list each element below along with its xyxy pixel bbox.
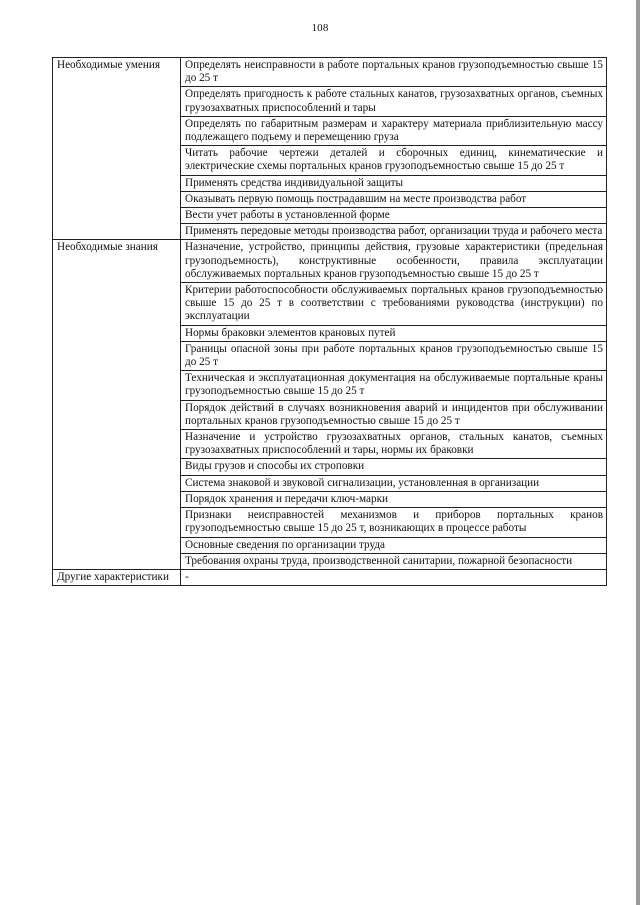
section-label-other: Другие характеристики [53,569,181,585]
list-item: Определять по габаритным размерам и характеру материала приблизительную массу подлежащего подъему и перемещению груза [181,116,607,145]
characteristics-table [52,57,607,586]
list-item: Критерии работоспособности обслуживаемых портальных кранов грузоподъемностью свыше 15 до 25 т в соответствии с требованиями руководства (инструкции) по эксплуатации [181,283,607,326]
list-item: Система знаковой и звуковой сигнализации, установленная в организации [181,475,607,491]
list-item: Основные сведения по организации труда [181,537,607,553]
list-item: Определять пригодность к работе стальных канатов, грузозахватных органов, съемных грузозахватных приспособлений и тары [181,87,607,116]
list-item: Признаки неисправностей механизмов и приборов портальных кранов грузоподъемностью свыше 15 до 25 т, возникающих в процессе работы [181,508,607,537]
list-item: Оказывать первую помощь пострадавшим на месте производства работ [181,191,607,207]
list-item: Назначение и устройство грузозахватных органов, стальных канатов, съемных грузозахватных приспособлений и тары, нормы их браковки [181,430,607,459]
list-item: - [181,569,607,585]
list-item: Границы опасной зоны при работе портальных кранов грузоподъемностью свыше 15 до 25 т [181,341,607,370]
list-item: Нормы браковки элементов крановых путей [181,325,607,341]
list-item: Назначение, устройство, принципы действия, грузовые характеристики (предельная грузоподъемность), конструктивные особенности, правила эксплуатации обслуживаемых портальных кранов грузоподъемностью свыше 15 до 25 т [181,240,607,283]
list-item: Порядок действий в случаях возникновения аварий и инцидентов при обслуживании портальных кранов грузоподъемностью свыше 15 до 25 т [181,400,607,429]
list-item: Применять передовые методы производства работ, организации труда и рабочего места [181,224,607,240]
list-item: Читать рабочие чертежи деталей и сборочных единиц, кинематические и электрические схемы портальных кранов грузоподъемностью свыше 15 до 25 т [181,146,607,175]
table-row [53,240,607,283]
list-item: Применять средства индивидуальной защиты [181,175,607,191]
list-item: Порядок хранения и передачи ключ-марки [181,491,607,507]
list-item: Техническая и эксплуатационная документация на обслуживаемые портальные краны грузоподъемностью свыше 15 до 25 т [181,371,607,400]
list-item: Определять неисправности в работе портальных кранов грузоподъемностью свыше 15 до 25 т [181,58,607,87]
list-item: Вести учет работы в установленной форме [181,208,607,224]
section-label-knowledge: Необходимые знания [53,240,181,569]
list-item: Виды грузов и способы их строповки [181,459,607,475]
table-row [53,58,607,87]
table-row [53,569,607,585]
section-label-skills: Необходимые умения [53,58,181,240]
page-number: 108 [311,22,329,34]
list-item: Требования охраны труда, производственной санитарии, пожарной безопасности [181,553,607,569]
scan-edge [636,0,640,905]
